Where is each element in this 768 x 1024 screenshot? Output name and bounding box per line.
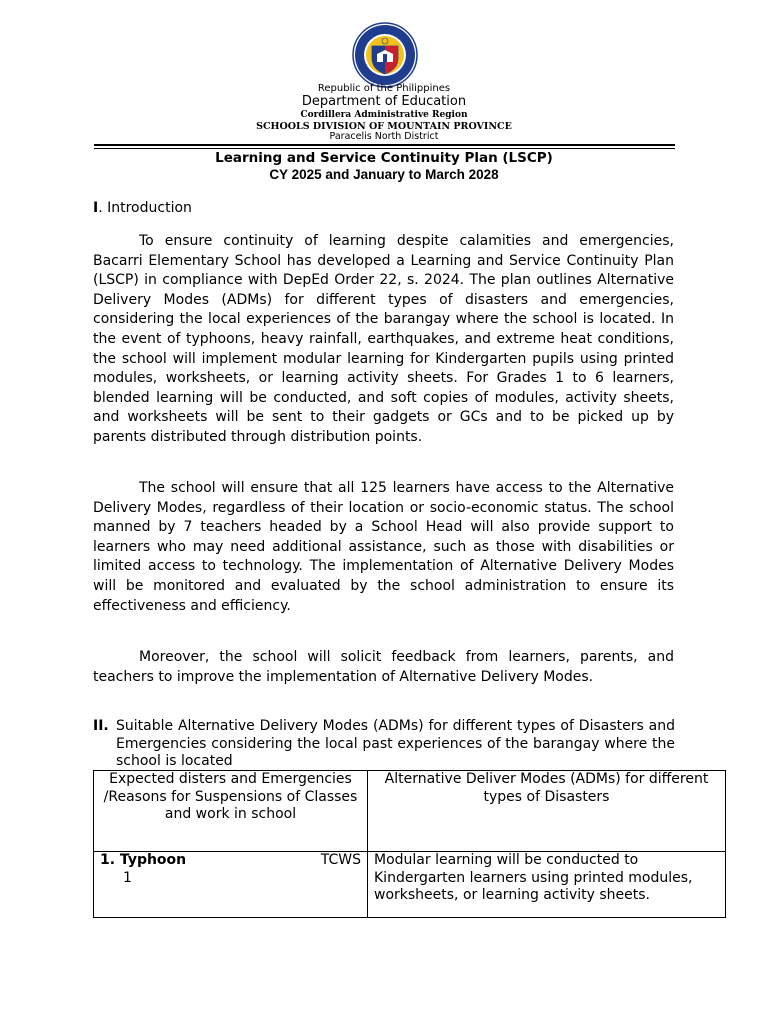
document-title: Learning and Service Continuity Plan (LSCP) [215, 150, 553, 166]
disaster-name: 1. Typhoon [100, 852, 187, 868]
document-subtitle: CY 2025 and January to March 2028 [269, 167, 499, 182]
section2-text: Suitable Alternative Delivery Modes (ADMs) for different types of Disasters and Emergencies considering the local past experiences of the barangay where the school is located [116, 718, 675, 769]
republic-line: Republic of the Philippines [317, 83, 451, 94]
intro-paragraph-1: To ensure continuity of learning despite calamities and emergencies, Bacarri Elementary School has developed a Learning and Service Continuity Plan (LSCP) in compliance with DepEd Order 22, s. 2024. The plan outlines Alternative Delivery Modes (ADMs) for different types of disasters and emergencies, considering the local experiences of the barangay where the school is located. In the event of typhoons, heavy rainfall, earthquakes, and extreme heat conditions, the school will implement modular learning for Kindergarten pupils using printed modules, worksheets, or learning activity sheets. For Grades 1 to 6 learners, blended learning will be conducted, and soft copies of modules, activity sheets, and worksheets will be sent to their gadgets or GCs and to be picked up by parents distributed through distribution points. [93, 233, 674, 445]
region-line: Cordillera Administrative Region [300, 110, 468, 120]
disaster-category: 1 [123, 869, 132, 886]
section1-number: I [93, 200, 99, 216]
table-cell-adm: Modular learning will be conducted to Kindergarten learners using printed modules, worksheets, or learning activity sheets. [368, 852, 726, 918]
table-header-row [94, 771, 726, 852]
intro-paragraph-2: The school will ensure that all 125 learners have access to the Alternative Delivery Modes, regardless of their location or socio-economic status. The school manned by 7 teachers headed by a School Head will also provide support to learners who may need additional assistance, such as those with disabilities or limited access to technology. The implementation of Alternative Delivery Modes will be monitored and evaluated by the school administration to ensure its effectiveness and efficiency. [93, 480, 674, 614]
table-header-cell: Alternative Deliver Modes (ADMs) for different types of Disasters [368, 771, 726, 852]
section2-number: II. [93, 718, 109, 734]
table-header-cell: Expected disters and Emergencies /Reasons for Suspensions of Classes and work in school [94, 771, 368, 852]
deped-seal-logo [352, 22, 418, 88]
district-line: Paracelis North District [329, 131, 439, 142]
table-cell-disaster [94, 852, 368, 918]
section1-heading-text: . Introduction [98, 200, 192, 216]
adm-table [93, 770, 726, 918]
header-rule-thin [94, 148, 675, 149]
intro-paragraph-3: Moreover, the school will solicit feedback from learners, parents, and teachers to improve the implementation of Alternative Delivery Modes. [93, 649, 674, 685]
section1-heading [93, 200, 192, 216]
header-rule-thick [94, 144, 675, 146]
section2-heading [93, 718, 675, 771]
table-row [94, 852, 726, 918]
division-line: SCHOOLS DIVISION OF MOUNTAIN PROVINCE [256, 121, 512, 132]
disaster-code: TCWS [320, 852, 361, 868]
department-line: Department of Education [301, 94, 467, 109]
